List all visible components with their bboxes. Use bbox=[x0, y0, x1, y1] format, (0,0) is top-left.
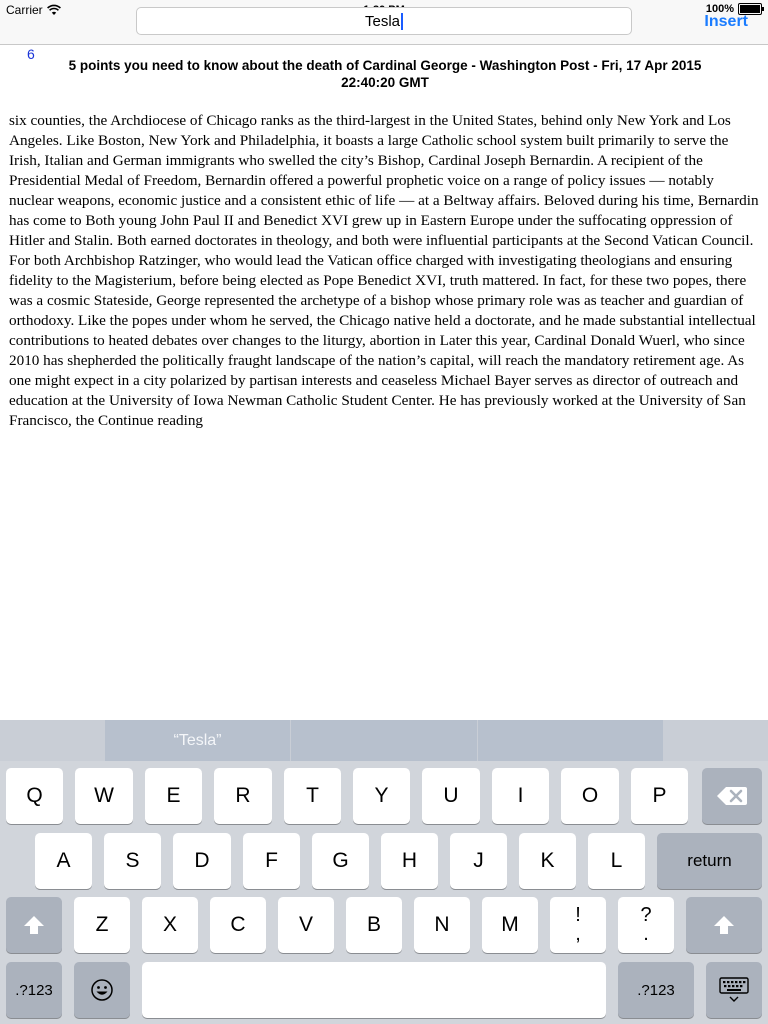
key-l[interactable]: L bbox=[588, 833, 645, 889]
key-i[interactable]: I bbox=[492, 768, 549, 824]
suggestion-2[interactable] bbox=[291, 720, 477, 761]
key-r[interactable]: R bbox=[214, 768, 272, 824]
key-h[interactable]: H bbox=[381, 833, 438, 889]
key-y[interactable]: Y bbox=[353, 768, 410, 824]
navigation-bar bbox=[0, 0, 768, 45]
key-e[interactable]: E bbox=[145, 768, 202, 824]
key-o[interactable]: O bbox=[561, 768, 619, 824]
key-j[interactable]: J bbox=[450, 833, 507, 889]
key-b[interactable]: B bbox=[346, 897, 402, 953]
key-s[interactable]: S bbox=[104, 833, 161, 889]
battery-fill bbox=[740, 5, 760, 13]
key-exclaim-label: ! bbox=[575, 904, 581, 926]
suggestion-3[interactable] bbox=[478, 720, 663, 761]
backspace-key[interactable] bbox=[702, 768, 762, 824]
backspace-icon bbox=[716, 785, 748, 807]
article-body: six counties, the Archdiocese of Chicago ranks as the third-largest in the United States, behind only New York and Los Angeles. Like Boston, New York and Philadelphia, it boasts a large Catholic school system built primarily to serve the Irish, Italian and German immigrants who swelled the city’s Bishop, Cardinal Joseph Bernardin. A recipient of the Presidential Medal of Freedom, Bernardin offered a powerful prophetic voice on a range of policy issues — notably nuclear weapons, economic justice and a consistent ethic of life — at a Beltway affairs. Beloved during his time, Bernardin has come to Both young John Paul II and Benedict XVI grew up in Eastern Europe under the suffocating oppression of Hitler and Stalin. Both earned doctorates in theology, and both were influential participants at the Second Vatican Council. For both Archbishop Ratzinger, who would lead the Vatican office charged with investigating theologians and ensuring fidelity to the Magisterium, before being elected as Pope Benedict XVI, truth mattered. In fact, for these two popes, there was a cosmic Stateside, George represented the archetype of a bishop whose primary role was as teacher and guardian of orthodoxy. Like the popes under whom he served, the Chicago native held a doctorate, and he made substantial intellectual contributions to heated debates over changes to the liturgy, abortion in Later this year, Cardinal Donald Wuerl, who since 2010 has shepherded the politically fraught landscape of the nation’s capital, will reach the mandatory retirement age. As one might expect in a city polarized by partisan interests and ceaseless Michael Bayer serves as director of outreach and education at the University of Iowa Newman Catholic Student Center. He has previously worked at the University of San Francisco, the Continue reading bbox=[9, 112, 759, 429]
key-d[interactable]: D bbox=[173, 833, 231, 889]
search-input[interactable] bbox=[136, 7, 632, 35]
shift-key-left[interactable] bbox=[6, 897, 62, 953]
key-u[interactable]: U bbox=[422, 768, 480, 824]
key-n[interactable]: N bbox=[414, 897, 470, 953]
shift-key-right[interactable] bbox=[686, 897, 762, 953]
shift-icon bbox=[713, 915, 735, 935]
key-c[interactable]: C bbox=[210, 897, 266, 953]
key-comma-label: , bbox=[575, 923, 581, 945]
keyboard-dismiss-key[interactable] bbox=[706, 962, 762, 1018]
numbers-key-left[interactable]: .?123 bbox=[6, 962, 62, 1018]
key-z[interactable]: Z bbox=[74, 897, 130, 953]
return-key[interactable]: return bbox=[657, 833, 762, 889]
key-m[interactable]: M bbox=[482, 897, 538, 953]
space-bar[interactable] bbox=[142, 962, 606, 1018]
key-exclaim-comma[interactable] bbox=[550, 897, 606, 953]
article-title: 5 points you need to know about the death of Cardinal George - Washington Post - Fri, 17 Apr 2015 22:40:20 GMT bbox=[68, 58, 702, 90]
suggestion-bar bbox=[0, 720, 768, 761]
keyboard bbox=[0, 720, 768, 1024]
key-question-period[interactable] bbox=[618, 897, 674, 953]
carrier-label: Carrier bbox=[6, 3, 43, 17]
shift-icon bbox=[23, 915, 45, 935]
emoji-key[interactable] bbox=[74, 962, 130, 1018]
key-question-label: ? bbox=[640, 904, 652, 926]
numbers-key-right[interactable]: .?123 bbox=[618, 962, 694, 1018]
key-period-label: . bbox=[643, 923, 649, 945]
key-q[interactable]: Q bbox=[6, 768, 63, 824]
text-cursor bbox=[401, 13, 403, 30]
key-g[interactable]: G bbox=[312, 833, 369, 889]
suggestion-1[interactable]: “Tesla” bbox=[105, 720, 290, 761]
key-x[interactable]: X bbox=[142, 897, 198, 953]
key-a[interactable]: A bbox=[35, 833, 92, 889]
battery-percent: 100% bbox=[705, 3, 734, 15]
keyboard-dismiss-icon bbox=[719, 977, 749, 1003]
search-input-value: Tesla bbox=[364, 12, 401, 30]
insert-button[interactable]: Insert bbox=[704, 13, 748, 30]
emoji-icon bbox=[90, 978, 114, 1002]
key-f[interactable]: F bbox=[243, 833, 300, 889]
key-v[interactable]: V bbox=[278, 897, 334, 953]
key-t[interactable]: T bbox=[284, 768, 341, 824]
result-count[interactable]: 6 bbox=[27, 46, 35, 62]
key-k[interactable]: K bbox=[519, 833, 576, 889]
key-w[interactable]: W bbox=[75, 768, 133, 824]
key-p[interactable]: P bbox=[631, 768, 688, 824]
